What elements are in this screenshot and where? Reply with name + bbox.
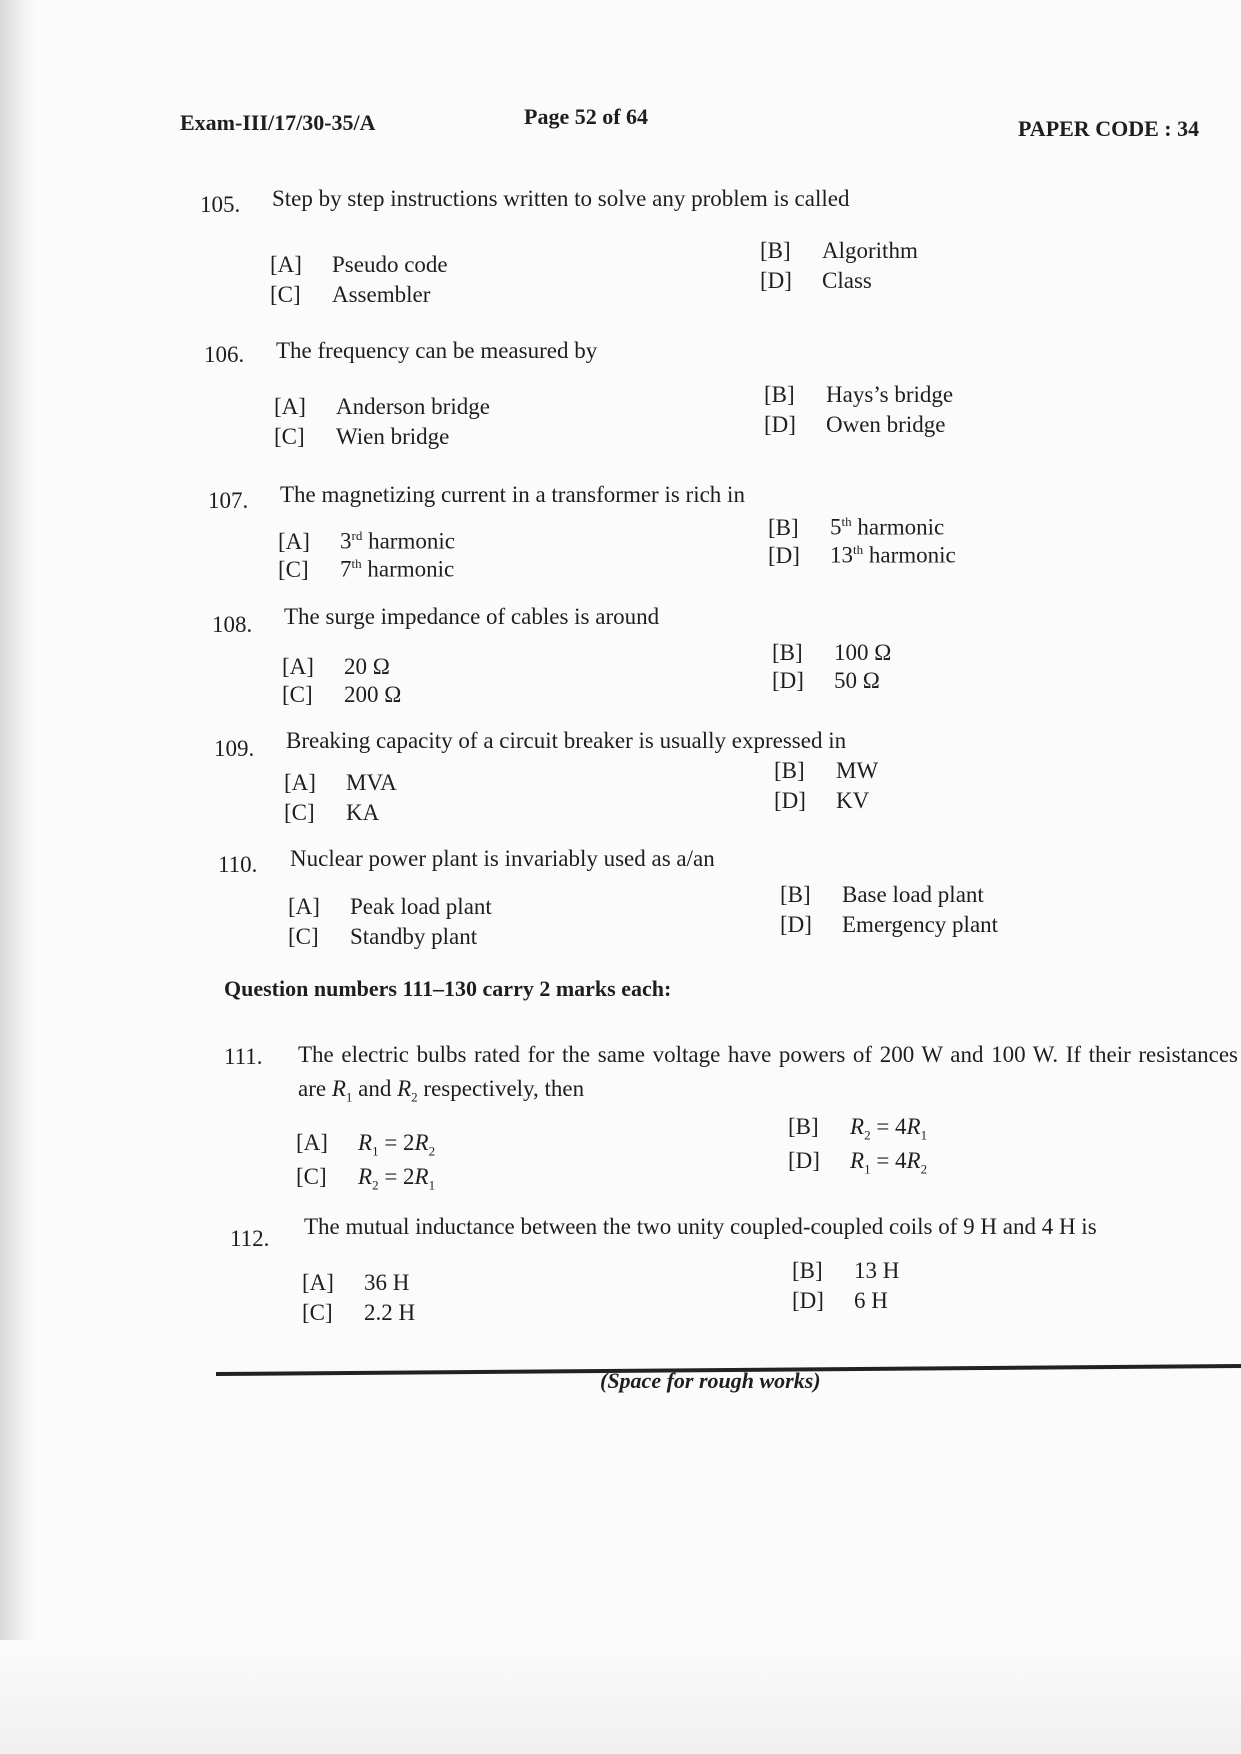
question-text: The mutual inductance between the two unity coupled-coupled coils of 9 H and 4 H is [304, 1214, 1097, 1239]
option-text: Owen bridge [826, 412, 946, 437]
option-ordinal: th [853, 542, 864, 557]
math-subscript: 2 [864, 1127, 871, 1143]
option-a [284, 770, 397, 796]
option-label: [D] [768, 542, 800, 568]
option-label: [D] [760, 268, 792, 293]
option-text: KV [836, 788, 870, 813]
option-label: [C] [302, 1300, 333, 1325]
math-subscript: 1 [345, 1089, 353, 1105]
option-text: Hays’s bridge [826, 382, 954, 407]
math-operator: = 4 [870, 1114, 907, 1139]
option-label: [A] [274, 394, 306, 419]
option-text: KA [346, 800, 380, 825]
option-text: 13 H [854, 1258, 900, 1283]
math-variable: R [414, 1130, 429, 1155]
option-b [774, 758, 878, 784]
question-number: 106. [204, 342, 245, 367]
option-b [780, 882, 984, 908]
option-d [760, 268, 872, 294]
option-c [278, 556, 454, 583]
math-variable: R [358, 1164, 373, 1189]
option-text: harmonic [362, 528, 455, 554]
option-text: Algorithm [822, 238, 918, 263]
option-label: [C] [288, 924, 319, 949]
option-d [788, 1148, 927, 1178]
option-label: [A] [288, 894, 320, 919]
math-variable: R [850, 1114, 865, 1139]
option-text: Anderson bridge [336, 394, 490, 419]
scan-bottom-shade [0, 1640, 1241, 1754]
math-variable: R [397, 1076, 412, 1101]
question-text-part: respectively, then [417, 1076, 585, 1101]
option-b [788, 1114, 927, 1144]
option-b [768, 514, 944, 541]
option-b [772, 640, 891, 666]
question-number: 108. [212, 612, 253, 637]
option-text: Base load plant [842, 882, 984, 907]
math-operator: = 2 [378, 1164, 415, 1189]
option-label: [B] [764, 382, 795, 407]
option-text: Peak load plant [350, 894, 492, 919]
option-label: [C] [296, 1164, 327, 1189]
option-text: harmonic [863, 542, 956, 568]
option-label: [B] [768, 514, 799, 540]
option-text: harmonic [851, 514, 945, 540]
question-text: Breaking capacity of a circuit breaker is usually expressed in [286, 728, 847, 753]
option-text: MVA [346, 770, 397, 795]
option-a [302, 1270, 409, 1296]
option-text: Class [822, 268, 872, 293]
question-text: The frequency can be measured by [276, 338, 598, 363]
option-label: [D] [788, 1148, 820, 1173]
option-text: 36 H [364, 1270, 410, 1295]
math-subscript: 2 [372, 1177, 379, 1193]
option-label: [C] [282, 682, 313, 707]
option-label: [C] [284, 800, 315, 825]
option-label: [A] [282, 654, 314, 679]
math-variable: R [906, 1114, 921, 1139]
option-number: 5 [830, 514, 842, 540]
option-b [760, 238, 918, 264]
math-variable: R [331, 1076, 346, 1101]
math-subscript: 1 [372, 1143, 379, 1159]
option-d [768, 542, 956, 569]
option-a [278, 528, 455, 555]
question-text-part: The electric bulbs rated for the same voltage have powers of 200 W and 100 W. If their resistances are [298, 1042, 1238, 1101]
option-label: [C] [274, 424, 305, 449]
math-operator: = 4 [870, 1148, 907, 1173]
option-label: [A] [270, 252, 302, 277]
question-text [298, 1038, 1238, 1115]
question-text: The surge impedance of cables is around [284, 604, 660, 629]
option-c [282, 682, 401, 708]
option-label: [A] [302, 1270, 334, 1295]
option-a [288, 894, 492, 920]
option-text: Emergency plant [842, 912, 999, 937]
option-d [792, 1288, 888, 1314]
option-text: 100 Ω [834, 640, 892, 665]
question-number: 110. [218, 852, 258, 877]
option-c [284, 800, 379, 826]
question-number: 111. [224, 1044, 263, 1069]
option-label: [D] [792, 1288, 824, 1313]
option-text: 20 Ω [344, 654, 390, 679]
option-c [302, 1300, 415, 1326]
option-text: Standby plant [350, 924, 478, 949]
math-variable: R [850, 1148, 865, 1173]
option-text: MW [836, 758, 879, 783]
page-number: Page 52 of 64 [524, 104, 649, 129]
math-operator: = 2 [378, 1130, 415, 1155]
option-text: Wien bridge [336, 424, 450, 449]
option-label: [D] [772, 668, 804, 693]
question-number: 105. [200, 192, 241, 217]
option-label: [B] [774, 758, 805, 783]
option-d [780, 912, 998, 938]
option-label: [A] [284, 770, 316, 795]
option-c [288, 924, 477, 950]
question-text-part: and [352, 1076, 398, 1101]
option-ordinal: rd [351, 528, 363, 543]
option-number: 13 [830, 542, 853, 568]
option-text: harmonic [361, 556, 455, 582]
question-text: Nuclear power plant is invariably used as a/an [290, 846, 715, 871]
option-a [274, 394, 490, 420]
math-subscript: 2 [920, 1161, 928, 1177]
exam-code: Exam-III/17/30-35/A [180, 110, 376, 135]
option-text: 200 Ω [344, 682, 402, 707]
option-label: [B] [780, 882, 811, 907]
option-label: [B] [760, 238, 791, 263]
option-b [764, 382, 953, 408]
option-b [792, 1258, 899, 1284]
question-text: The magnetizing current in a transformer is rich in [280, 482, 745, 507]
option-a [282, 654, 390, 680]
math-variable: R [414, 1164, 429, 1189]
option-text: Pseudo code [332, 252, 448, 277]
option-label: [B] [788, 1114, 819, 1139]
option-d [774, 788, 869, 814]
option-label: [B] [792, 1258, 823, 1283]
option-label: [A] [278, 528, 310, 554]
math-subscript: 1 [428, 1177, 436, 1193]
rough-work-label: (Space for rough works) [600, 1368, 821, 1393]
option-c [296, 1164, 435, 1194]
option-c [270, 282, 430, 308]
option-ordinal: th [841, 514, 852, 529]
option-a [270, 252, 448, 278]
math-variable: R [906, 1148, 921, 1173]
option-number: 3 [340, 528, 352, 554]
math-variable: R [358, 1130, 373, 1155]
option-label: [A] [296, 1130, 328, 1155]
option-text: 6 H [854, 1288, 888, 1313]
option-text: Assembler [332, 282, 431, 307]
paper-code: PAPER CODE : 34 [1018, 116, 1200, 141]
option-label: [B] [772, 640, 803, 665]
option-number: 7 [340, 556, 352, 582]
option-label: [C] [278, 556, 309, 582]
option-label: [C] [270, 282, 301, 307]
math-subscript: 1 [864, 1161, 871, 1177]
option-text: 2.2 H [364, 1300, 416, 1325]
option-label: [D] [774, 788, 806, 813]
option-d [764, 412, 945, 438]
option-a [296, 1130, 435, 1160]
option-c [274, 424, 449, 450]
math-subscript: 2 [411, 1089, 418, 1105]
math-subscript: 1 [920, 1127, 928, 1143]
question-text: Step by step instructions written to solve any problem is called [272, 186, 850, 211]
option-ordinal: th [351, 556, 362, 571]
section-title: Question numbers 111–130 carry 2 marks each: [224, 976, 672, 1001]
option-label: [D] [780, 912, 812, 937]
question-number: 112. [230, 1226, 270, 1251]
question-number: 109. [214, 736, 255, 761]
scan-edge-shadow [0, 0, 38, 1754]
question-number: 107. [208, 488, 249, 513]
option-label: [D] [764, 412, 796, 437]
math-subscript: 2 [428, 1143, 436, 1159]
option-text: 50 Ω [834, 668, 880, 693]
option-d [772, 668, 880, 694]
